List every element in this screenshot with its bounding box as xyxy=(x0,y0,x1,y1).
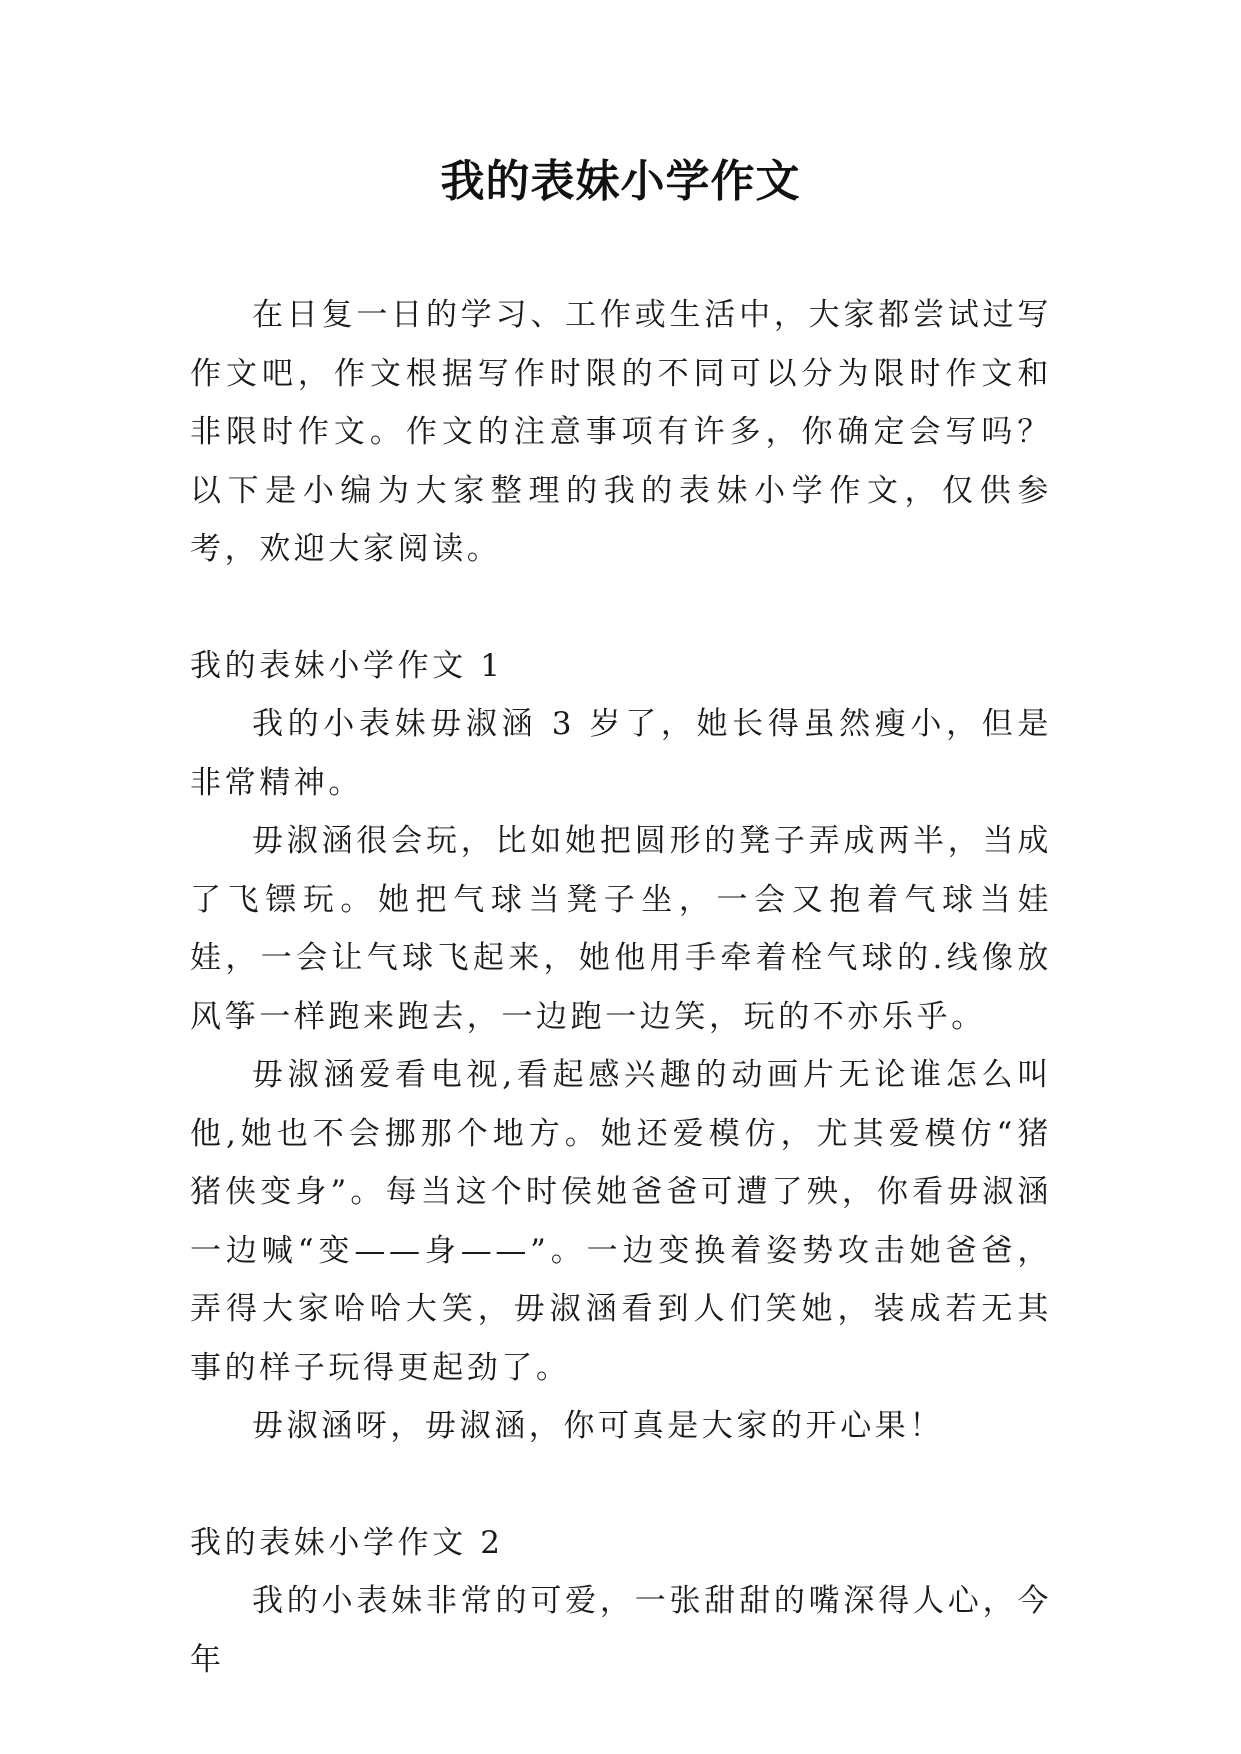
section-spacer xyxy=(190,579,1052,637)
section1-paragraph-1: 我的小表妹毋淑涵 3 岁了，她长得虽然瘦小，但是非常精神。 xyxy=(190,706,1052,801)
section-heading-1: 我的表妹小学作文 1 xyxy=(190,647,504,684)
document-title: 我的表妹小学作文 xyxy=(440,156,801,207)
section1-paragraph-2: 毋淑涵很会玩，比如她把圆形的凳子弄成两半，当成了飞镖玩。她把气球当凳子坐，一会又抱着气球当娃娃，一会让气球飞起来，她他用手牵着栓气球的.线像放风筝一样跑来跑去，一边跑一边笑，玩的不亦乐乎。 xyxy=(190,823,1052,1035)
section2-paragraph-1: 我的小表妹非常的可爱，一张甜甜的嘴深得人心，今年 xyxy=(190,1583,1052,1678)
section1-paragraph-4: 毋淑涵呀，毋淑涵，你可真是大家的开心果！ xyxy=(252,1408,944,1444)
document-body xyxy=(190,286,1052,1689)
section1-paragraph-3: 毋淑涵爱看电视,看起感兴趣的动画片无论谁怎么叫他,她也不会挪那个地方。她还爱模仿，尤其爱模仿“猪猪侠变身”。每当这个时侯她爸爸可遭了殃，你看毋淑涵一边喊“变——身——”。一边变换着姿势攻击她爸爸，弄得大家哈哈大笑，毋淑涵看到人们笑她，装成若无其事的样子玩得更起劲了。 xyxy=(190,1057,1052,1386)
section-spacer xyxy=(190,1456,1052,1514)
section-heading-2: 我的表妹小学作文 2 xyxy=(190,1524,504,1561)
intro-paragraph: 在日复一日的学习、工作或生活中，大家都尝试过写作文吧，作文根据写作时限的不同可以分为限时作文和非限时作文。作文的注意事项有许多，你确定会写吗？以下是小编为大家整理的我的表妹小学作文，仅供参考，欢迎大家阅读。 xyxy=(190,297,1052,567)
